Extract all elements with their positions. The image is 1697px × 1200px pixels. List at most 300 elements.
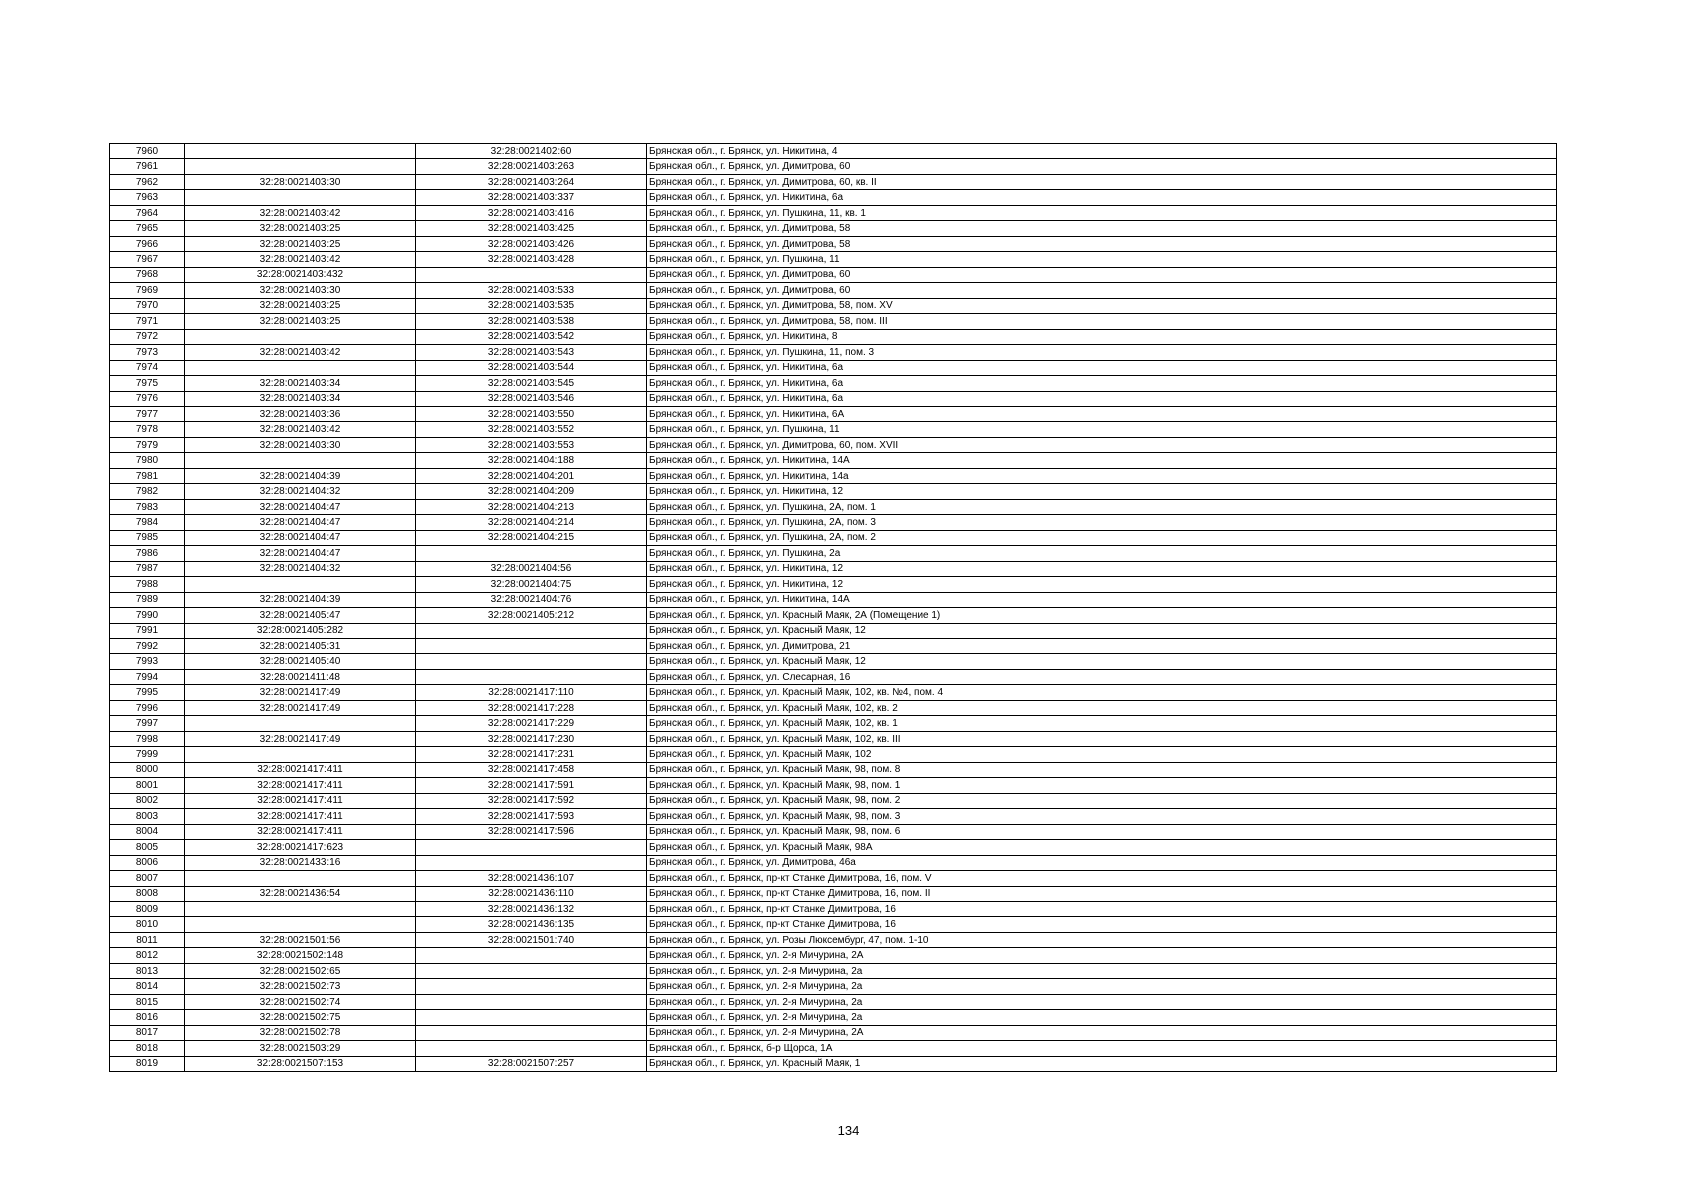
table-row xyxy=(110,778,1557,793)
row-number-cell: 7998 xyxy=(110,731,185,746)
parent-cadastral-cell: 32:28:0021404:47 xyxy=(185,499,416,514)
table-row xyxy=(110,1025,1557,1040)
row-number-cell: 7982 xyxy=(110,484,185,499)
table-row xyxy=(110,561,1557,576)
table-row xyxy=(110,855,1557,870)
parent-cadastral-cell: 32:28:0021436:54 xyxy=(185,886,416,901)
parent-cadastral-cell: 32:28:0021403:432 xyxy=(185,267,416,282)
table-row xyxy=(110,144,1557,159)
address-cell: Брянская обл., г. Брянск, ул. Никитина, 6А xyxy=(647,406,1557,421)
row-number-cell: 8005 xyxy=(110,840,185,855)
cadastral-number-cell xyxy=(416,948,647,963)
row-number-cell: 8012 xyxy=(110,948,185,963)
address-cell: Брянская обл., г. Брянск, ул. Красный Маяк, 98А xyxy=(647,840,1557,855)
row-number-cell: 8019 xyxy=(110,1056,185,1071)
cadastral-number-cell xyxy=(416,267,647,282)
cadastral-number-cell: 32:28:0021403:543 xyxy=(416,345,647,360)
table-row xyxy=(110,840,1557,855)
table-row xyxy=(110,159,1557,174)
parent-cadastral-cell: 32:28:0021405:282 xyxy=(185,623,416,638)
table-row xyxy=(110,747,1557,762)
row-number-cell: 7976 xyxy=(110,391,185,406)
table-row xyxy=(110,437,1557,452)
cadastral-number-cell: 32:28:0021403:416 xyxy=(416,205,647,220)
table-row xyxy=(110,499,1557,514)
address-cell: Брянская обл., г. Брянск, ул. Никитина, 12 xyxy=(647,484,1557,499)
cadastral-number-cell xyxy=(416,1025,647,1040)
address-cell: Брянская обл., г. Брянск, ул. Красный Маяк, 12 xyxy=(647,654,1557,669)
table-row xyxy=(110,901,1557,916)
table-row xyxy=(110,793,1557,808)
row-number-cell: 7965 xyxy=(110,221,185,236)
address-cell: Брянская обл., г. Брянск, ул. Димитрова, 60 xyxy=(647,267,1557,282)
parent-cadastral-cell: 32:28:0021405:31 xyxy=(185,639,416,654)
row-number-cell: 7967 xyxy=(110,252,185,267)
parent-cadastral-cell: 32:28:0021507:153 xyxy=(185,1056,416,1071)
parent-cadastral-cell xyxy=(185,190,416,205)
parent-cadastral-cell: 32:28:0021403:36 xyxy=(185,406,416,421)
row-number-cell: 7964 xyxy=(110,205,185,220)
cadastral-number-cell xyxy=(416,1010,647,1025)
row-number-cell: 7984 xyxy=(110,515,185,530)
table-row xyxy=(110,391,1557,406)
address-cell: Брянская обл., г. Брянск, ул. Димитрова, 58 xyxy=(647,221,1557,236)
address-cell: Брянская обл., г. Брянск, ул. Димитрова, 21 xyxy=(647,639,1557,654)
address-cell: Брянская обл., г. Брянск, ул. Красный Маяк, 12 xyxy=(647,623,1557,638)
parent-cadastral-cell xyxy=(185,329,416,344)
address-cell: Брянская обл., г. Брянск, ул. Никитина, 6а xyxy=(647,391,1557,406)
address-cell: Брянская обл., г. Брянск, ул. Никитина, 4 xyxy=(647,144,1557,159)
address-cell: Брянская обл., г. Брянск, ул. 2-я Мичурина, 2а xyxy=(647,1010,1557,1025)
parent-cadastral-cell: 32:28:0021502:65 xyxy=(185,963,416,978)
address-cell: Брянская обл., г. Брянск, ул. Димитрова, 60, пом. XVII xyxy=(647,437,1557,452)
row-number-cell: 8018 xyxy=(110,1041,185,1056)
cadastral-number-cell xyxy=(416,669,647,684)
parent-cadastral-cell xyxy=(185,901,416,916)
table-row xyxy=(110,360,1557,375)
table-row xyxy=(110,1041,1557,1056)
table-row xyxy=(110,453,1557,468)
table-row xyxy=(110,716,1557,731)
address-cell: Брянская обл., г. Брянск, ул. Димитрова, 60, кв. II xyxy=(647,174,1557,189)
cadastral-number-cell: 32:28:0021404:213 xyxy=(416,499,647,514)
address-cell: Брянская обл., г. Брянск, ул. Димитрова, 58, пом. III xyxy=(647,314,1557,329)
address-cell: Брянская обл., г. Брянск, ул. Красный Маяк, 98, пом. 3 xyxy=(647,809,1557,824)
table-body xyxy=(110,144,1557,1072)
cadastral-number-cell xyxy=(416,639,647,654)
row-number-cell: 7960 xyxy=(110,144,185,159)
table-row xyxy=(110,762,1557,777)
table-row xyxy=(110,221,1557,236)
table-row xyxy=(110,267,1557,282)
table-row xyxy=(110,824,1557,839)
row-number-cell: 7963 xyxy=(110,190,185,205)
cadastral-number-cell xyxy=(416,654,647,669)
table-row xyxy=(110,654,1557,669)
address-cell: Брянская обл., г. Брянск, ул. Слесарная, 16 xyxy=(647,669,1557,684)
table-row xyxy=(110,963,1557,978)
address-cell: Брянская обл., г. Брянск, ул. Никитина, 6а xyxy=(647,190,1557,205)
address-cell: Брянская обл., г. Брянск, ул. Красный Маяк, 98, пом. 6 xyxy=(647,824,1557,839)
cadastral-number-cell: 32:28:0021403:533 xyxy=(416,283,647,298)
cadastral-number-cell: 32:28:0021417:593 xyxy=(416,809,647,824)
row-number-cell: 7966 xyxy=(110,236,185,251)
row-number-cell: 7970 xyxy=(110,298,185,313)
parent-cadastral-cell: 32:28:0021503:29 xyxy=(185,1041,416,1056)
parent-cadastral-cell: 32:28:0021417:411 xyxy=(185,824,416,839)
row-number-cell: 8006 xyxy=(110,855,185,870)
address-cell: Брянская обл., г. Брянск, ул. Пушкина, 11, пом. 3 xyxy=(647,345,1557,360)
table-row xyxy=(110,422,1557,437)
row-number-cell: 8002 xyxy=(110,793,185,808)
cadastral-number-cell: 32:28:0021404:75 xyxy=(416,577,647,592)
table-row xyxy=(110,994,1557,1009)
table-row xyxy=(110,592,1557,607)
row-number-cell: 7996 xyxy=(110,700,185,715)
address-cell: Брянская обл., г. Брянск, ул. Пушкина, 11 xyxy=(647,252,1557,267)
cadastral-number-cell: 32:28:0021417:596 xyxy=(416,824,647,839)
cadastral-number-cell: 32:28:0021404:76 xyxy=(416,592,647,607)
row-number-cell: 8011 xyxy=(110,932,185,947)
address-cell: Брянская обл., г. Брянск, пр-кт Станке Димитрова, 16, пом. II xyxy=(647,886,1557,901)
cadastral-number-cell: 32:28:0021436:107 xyxy=(416,871,647,886)
table-row xyxy=(110,608,1557,623)
row-number-cell: 7989 xyxy=(110,592,185,607)
cadastral-number-cell: 32:28:0021417:228 xyxy=(416,700,647,715)
cadastral-number-cell: 32:28:0021403:428 xyxy=(416,252,647,267)
address-cell: Брянская обл., г. Брянск, ул. Красный Маяк, 102, кв. III xyxy=(647,731,1557,746)
row-number-cell: 7973 xyxy=(110,345,185,360)
row-number-cell: 8000 xyxy=(110,762,185,777)
table-row xyxy=(110,468,1557,483)
parent-cadastral-cell: 32:28:0021403:25 xyxy=(185,298,416,313)
cadastral-number-cell xyxy=(416,623,647,638)
cadastral-number-cell: 32:28:0021403:553 xyxy=(416,437,647,452)
address-cell: Брянская обл., г. Брянск, ул. 2-я Мичурина, 2А xyxy=(647,1025,1557,1040)
parent-cadastral-cell: 32:28:0021403:30 xyxy=(185,437,416,452)
address-cell: Брянская обл., г. Брянск, ул. Пушкина, 11 xyxy=(647,422,1557,437)
table-row xyxy=(110,979,1557,994)
cadastral-number-cell: 32:28:0021417:591 xyxy=(416,778,647,793)
parent-cadastral-cell xyxy=(185,871,416,886)
row-number-cell: 8016 xyxy=(110,1010,185,1025)
row-number-cell: 8003 xyxy=(110,809,185,824)
parent-cadastral-cell: 32:28:0021403:34 xyxy=(185,376,416,391)
address-cell: Брянская обл., г. Брянск, ул. Пушкина, 2А, пом. 3 xyxy=(647,515,1557,530)
row-number-cell: 8015 xyxy=(110,994,185,1009)
address-cell: Брянская обл., г. Брянск, ул. Никитина, 6а xyxy=(647,360,1557,375)
row-number-cell: 7988 xyxy=(110,577,185,592)
table-row xyxy=(110,546,1557,561)
table-row xyxy=(110,948,1557,963)
table-row xyxy=(110,731,1557,746)
address-cell: Брянская обл., г. Брянск, ул. Красный Маяк, 1 xyxy=(647,1056,1557,1071)
address-cell: Брянская обл., г. Брянск, ул. Димитрова, 58, пом. XV xyxy=(647,298,1557,313)
row-number-cell: 8009 xyxy=(110,901,185,916)
address-cell: Брянская обл., г. Брянск, ул. Никитина, 8 xyxy=(647,329,1557,344)
table-row xyxy=(110,685,1557,700)
parent-cadastral-cell: 32:28:0021417:623 xyxy=(185,840,416,855)
parent-cadastral-cell: 32:28:0021502:74 xyxy=(185,994,416,1009)
table-row xyxy=(110,669,1557,684)
cadastral-number-cell: 32:28:0021403:264 xyxy=(416,174,647,189)
cadastral-number-cell: 32:28:0021417:110 xyxy=(416,685,647,700)
cadastral-number-cell: 32:28:0021507:257 xyxy=(416,1056,647,1071)
parent-cadastral-cell: 32:28:0021417:49 xyxy=(185,685,416,700)
table-row xyxy=(110,886,1557,901)
row-number-cell: 8017 xyxy=(110,1025,185,1040)
address-cell: Брянская обл., г. Брянск, ул. Красный Маяк, 102, кв. 1 xyxy=(647,716,1557,731)
page-number: 134 xyxy=(837,1123,860,1138)
parent-cadastral-cell xyxy=(185,453,416,468)
row-number-cell: 7991 xyxy=(110,623,185,638)
address-cell: Брянская обл., г. Брянск, ул. Пушкина, 2А, пом. 1 xyxy=(647,499,1557,514)
row-number-cell: 8004 xyxy=(110,824,185,839)
cadastral-number-cell: 32:28:0021501:740 xyxy=(416,932,647,947)
parent-cadastral-cell: 32:28:0021403:25 xyxy=(185,221,416,236)
table-row xyxy=(110,205,1557,220)
cadastral-number-cell: 32:28:0021404:201 xyxy=(416,468,647,483)
parent-cadastral-cell: 32:28:0021403:42 xyxy=(185,422,416,437)
cadastral-number-cell: 32:28:0021404:214 xyxy=(416,515,647,530)
address-cell: Брянская обл., г. Брянск, ул. Розы Люксембург, 47, пом. 1-10 xyxy=(647,932,1557,947)
cadastral-number-cell: 32:28:0021403:550 xyxy=(416,406,647,421)
row-number-cell: 7997 xyxy=(110,716,185,731)
cadastral-table xyxy=(109,143,1557,1072)
table-row xyxy=(110,577,1557,592)
row-number-cell: 7986 xyxy=(110,546,185,561)
table-row xyxy=(110,1056,1557,1071)
row-number-cell: 7995 xyxy=(110,685,185,700)
table-row xyxy=(110,515,1557,530)
parent-cadastral-cell: 32:28:0021404:39 xyxy=(185,468,416,483)
address-cell: Брянская обл., г. Брянск, ул. Никитина, 6а xyxy=(647,376,1557,391)
row-number-cell: 8014 xyxy=(110,979,185,994)
table-row xyxy=(110,530,1557,545)
parent-cadastral-cell: 32:28:0021405:40 xyxy=(185,654,416,669)
parent-cadastral-cell xyxy=(185,716,416,731)
cadastral-number-cell: 32:28:0021417:231 xyxy=(416,747,647,762)
row-number-cell: 7999 xyxy=(110,747,185,762)
parent-cadastral-cell: 32:28:0021502:75 xyxy=(185,1010,416,1025)
cadastral-number-cell: 32:28:0021402:60 xyxy=(416,144,647,159)
address-cell: Брянская обл., г. Брянск, пр-кт Станке Димитрова, 16 xyxy=(647,901,1557,916)
address-cell: Брянская обл., г. Брянск, ул. Никитина, 14А xyxy=(647,592,1557,607)
address-cell: Брянская обл., г. Брянск, ул. Димитрова, 60 xyxy=(647,283,1557,298)
table-row xyxy=(110,174,1557,189)
parent-cadastral-cell: 32:28:0021403:30 xyxy=(185,283,416,298)
parent-cadastral-cell xyxy=(185,159,416,174)
row-number-cell: 7977 xyxy=(110,406,185,421)
address-cell: Брянская обл., г. Брянск, ул. Красный Маяк, 98, пом. 2 xyxy=(647,793,1557,808)
cadastral-number-cell: 32:28:0021403:546 xyxy=(416,391,647,406)
parent-cadastral-cell: 32:28:0021403:34 xyxy=(185,391,416,406)
cadastral-number-cell xyxy=(416,979,647,994)
table-row xyxy=(110,639,1557,654)
parent-cadastral-cell: 32:28:0021411:48 xyxy=(185,669,416,684)
address-cell: Брянская обл., г. Брянск, ул. 2-я Мичурина, 2а xyxy=(647,963,1557,978)
cadastral-number-cell: 32:28:0021404:188 xyxy=(416,453,647,468)
cadastral-number-cell: 32:28:0021403:542 xyxy=(416,329,647,344)
cadastral-number-cell: 32:28:0021403:552 xyxy=(416,422,647,437)
cadastral-number-cell xyxy=(416,1041,647,1056)
parent-cadastral-cell: 32:28:0021405:47 xyxy=(185,608,416,623)
cadastral-number-cell xyxy=(416,546,647,561)
cadastral-number-cell: 32:28:0021403:426 xyxy=(416,236,647,251)
cadastral-number-cell xyxy=(416,963,647,978)
table-row xyxy=(110,871,1557,886)
parent-cadastral-cell: 32:28:0021502:78 xyxy=(185,1025,416,1040)
table-row xyxy=(110,623,1557,638)
parent-cadastral-cell xyxy=(185,360,416,375)
parent-cadastral-cell: 32:28:0021403:42 xyxy=(185,345,416,360)
cadastral-number-cell: 32:28:0021403:538 xyxy=(416,314,647,329)
row-number-cell: 7968 xyxy=(110,267,185,282)
address-cell: Брянская обл., г. Брянск, ул. 2-я Мичурина, 2а xyxy=(647,979,1557,994)
table-row xyxy=(110,917,1557,932)
address-cell: Брянская обл., г. Брянск, пр-кт Станке Димитрова, 16 xyxy=(647,917,1557,932)
parent-cadastral-cell: 32:28:0021404:47 xyxy=(185,515,416,530)
row-number-cell: 8001 xyxy=(110,778,185,793)
cadastral-number-cell: 32:28:0021417:592 xyxy=(416,793,647,808)
address-cell: Брянская обл., г. Брянск, ул. Димитрова, 46а xyxy=(647,855,1557,870)
address-cell: Брянская обл., г. Брянск, ул. Пушкина, 2а xyxy=(647,546,1557,561)
row-number-cell: 7994 xyxy=(110,669,185,684)
address-cell: Брянская обл., г. Брянск, ул. 2-я Мичурина, 2А xyxy=(647,948,1557,963)
cadastral-number-cell: 32:28:0021403:337 xyxy=(416,190,647,205)
cadastral-number-cell xyxy=(416,994,647,1009)
parent-cadastral-cell: 32:28:0021502:73 xyxy=(185,979,416,994)
row-number-cell: 8008 xyxy=(110,886,185,901)
cadastral-number-cell xyxy=(416,855,647,870)
parent-cadastral-cell: 32:28:0021404:47 xyxy=(185,546,416,561)
cadastral-number-cell: 32:28:0021417:230 xyxy=(416,731,647,746)
row-number-cell: 7961 xyxy=(110,159,185,174)
parent-cadastral-cell xyxy=(185,747,416,762)
cadastral-number-cell: 32:28:0021403:263 xyxy=(416,159,647,174)
parent-cadastral-cell: 32:28:0021417:411 xyxy=(185,778,416,793)
address-cell: Брянская обл., г. Брянск, ул. Димитрова, 58 xyxy=(647,236,1557,251)
row-number-cell: 7985 xyxy=(110,530,185,545)
cadastral-number-cell: 32:28:0021404:215 xyxy=(416,530,647,545)
row-number-cell: 7980 xyxy=(110,453,185,468)
cadastral-number-cell: 32:28:0021403:544 xyxy=(416,360,647,375)
cadastral-number-cell: 32:28:0021403:535 xyxy=(416,298,647,313)
parent-cadastral-cell: 32:28:0021417:411 xyxy=(185,809,416,824)
table-row xyxy=(110,283,1557,298)
parent-cadastral-cell: 32:28:0021501:56 xyxy=(185,932,416,947)
cadastral-number-cell: 32:28:0021403:545 xyxy=(416,376,647,391)
cadastral-number-cell: 32:28:0021417:458 xyxy=(416,762,647,777)
address-cell: Брянская обл., г. Брянск, ул. Красный Маяк, 102 xyxy=(647,747,1557,762)
parent-cadastral-cell: 32:28:0021403:25 xyxy=(185,236,416,251)
cadastral-number-cell: 32:28:0021405:212 xyxy=(416,608,647,623)
table-row xyxy=(110,484,1557,499)
parent-cadastral-cell: 32:28:0021417:411 xyxy=(185,762,416,777)
row-number-cell: 7972 xyxy=(110,329,185,344)
cadastral-number-cell: 32:28:0021403:425 xyxy=(416,221,647,236)
parent-cadastral-cell: 32:28:0021404:32 xyxy=(185,561,416,576)
row-number-cell: 7962 xyxy=(110,174,185,189)
address-cell: Брянская обл., г. Брянск, пр-кт Станке Димитрова, 16, пом. V xyxy=(647,871,1557,886)
table-row xyxy=(110,809,1557,824)
parent-cadastral-cell: 32:28:0021403:25 xyxy=(185,314,416,329)
parent-cadastral-cell: 32:28:0021404:32 xyxy=(185,484,416,499)
parent-cadastral-cell: 32:28:0021433:16 xyxy=(185,855,416,870)
address-cell: Брянская обл., г. Брянск, ул. Димитрова, 60 xyxy=(647,159,1557,174)
parent-cadastral-cell: 32:28:0021417:49 xyxy=(185,700,416,715)
row-number-cell: 7983 xyxy=(110,499,185,514)
table-row xyxy=(110,376,1557,391)
document-table-container xyxy=(109,143,1556,1072)
address-cell: Брянская обл., г. Брянск, ул. 2-я Мичурина, 2а xyxy=(647,994,1557,1009)
table-row xyxy=(110,314,1557,329)
address-cell: Брянская обл., г. Брянск, ул. Никитина, 12 xyxy=(647,577,1557,592)
table-row xyxy=(110,236,1557,251)
row-number-cell: 7993 xyxy=(110,654,185,669)
parent-cadastral-cell xyxy=(185,577,416,592)
parent-cadastral-cell xyxy=(185,144,416,159)
table-row xyxy=(110,329,1557,344)
table-row xyxy=(110,406,1557,421)
parent-cadastral-cell: 32:28:0021403:42 xyxy=(185,252,416,267)
table-row xyxy=(110,1010,1557,1025)
cadastral-number-cell: 32:28:0021436:132 xyxy=(416,901,647,916)
parent-cadastral-cell: 32:28:0021403:42 xyxy=(185,205,416,220)
cadastral-number-cell: 32:28:0021436:110 xyxy=(416,886,647,901)
parent-cadastral-cell: 32:28:0021403:30 xyxy=(185,174,416,189)
address-cell: Брянская обл., г. Брянск, ул. Пушкина, 2А, пом. 2 xyxy=(647,530,1557,545)
row-number-cell: 7978 xyxy=(110,422,185,437)
address-cell: Брянская обл., г. Брянск, ул. Красный Маяк, 98, пом. 1 xyxy=(647,778,1557,793)
row-number-cell: 7975 xyxy=(110,376,185,391)
table-row xyxy=(110,932,1557,947)
table-row xyxy=(110,345,1557,360)
table-row xyxy=(110,700,1557,715)
parent-cadastral-cell: 32:28:0021404:47 xyxy=(185,530,416,545)
row-number-cell: 7990 xyxy=(110,608,185,623)
row-number-cell: 7979 xyxy=(110,437,185,452)
cadastral-number-cell: 32:28:0021436:135 xyxy=(416,917,647,932)
row-number-cell: 8013 xyxy=(110,963,185,978)
row-number-cell: 8010 xyxy=(110,917,185,932)
row-number-cell: 7971 xyxy=(110,314,185,329)
address-cell: Брянская обл., г. Брянск, ул. Красный Маяк, 2А (Помещение 1) xyxy=(647,608,1557,623)
row-number-cell: 8007 xyxy=(110,871,185,886)
cadastral-number-cell xyxy=(416,840,647,855)
table-row xyxy=(110,190,1557,205)
address-cell: Брянская обл., г. Брянск, ул. Никитина, 14А xyxy=(647,453,1557,468)
address-cell: Брянская обл., г. Брянск, ул. Никитина, 12 xyxy=(647,561,1557,576)
parent-cadastral-cell: 32:28:0021417:411 xyxy=(185,793,416,808)
address-cell: Брянская обл., г. Брянск, ул. Никитина, 14а xyxy=(647,468,1557,483)
row-number-cell: 7981 xyxy=(110,468,185,483)
row-number-cell: 7969 xyxy=(110,283,185,298)
address-cell: Брянская обл., г. Брянск, ул. Красный Маяк, 102, кв. 2 xyxy=(647,700,1557,715)
parent-cadastral-cell: 32:28:0021404:39 xyxy=(185,592,416,607)
cadastral-number-cell: 32:28:0021404:209 xyxy=(416,484,647,499)
parent-cadastral-cell xyxy=(185,917,416,932)
row-number-cell: 7987 xyxy=(110,561,185,576)
address-cell: Брянская обл., г. Брянск, ул. Красный Маяк, 102, кв. №4, пом. 4 xyxy=(647,685,1557,700)
address-cell: Брянская обл., г. Брянск, ул. Пушкина, 11, кв. 1 xyxy=(647,205,1557,220)
parent-cadastral-cell: 32:28:0021502:148 xyxy=(185,948,416,963)
cadastral-number-cell: 32:28:0021417:229 xyxy=(416,716,647,731)
row-number-cell: 7974 xyxy=(110,360,185,375)
table-row xyxy=(110,252,1557,267)
cadastral-number-cell: 32:28:0021404:56 xyxy=(416,561,647,576)
parent-cadastral-cell: 32:28:0021417:49 xyxy=(185,731,416,746)
